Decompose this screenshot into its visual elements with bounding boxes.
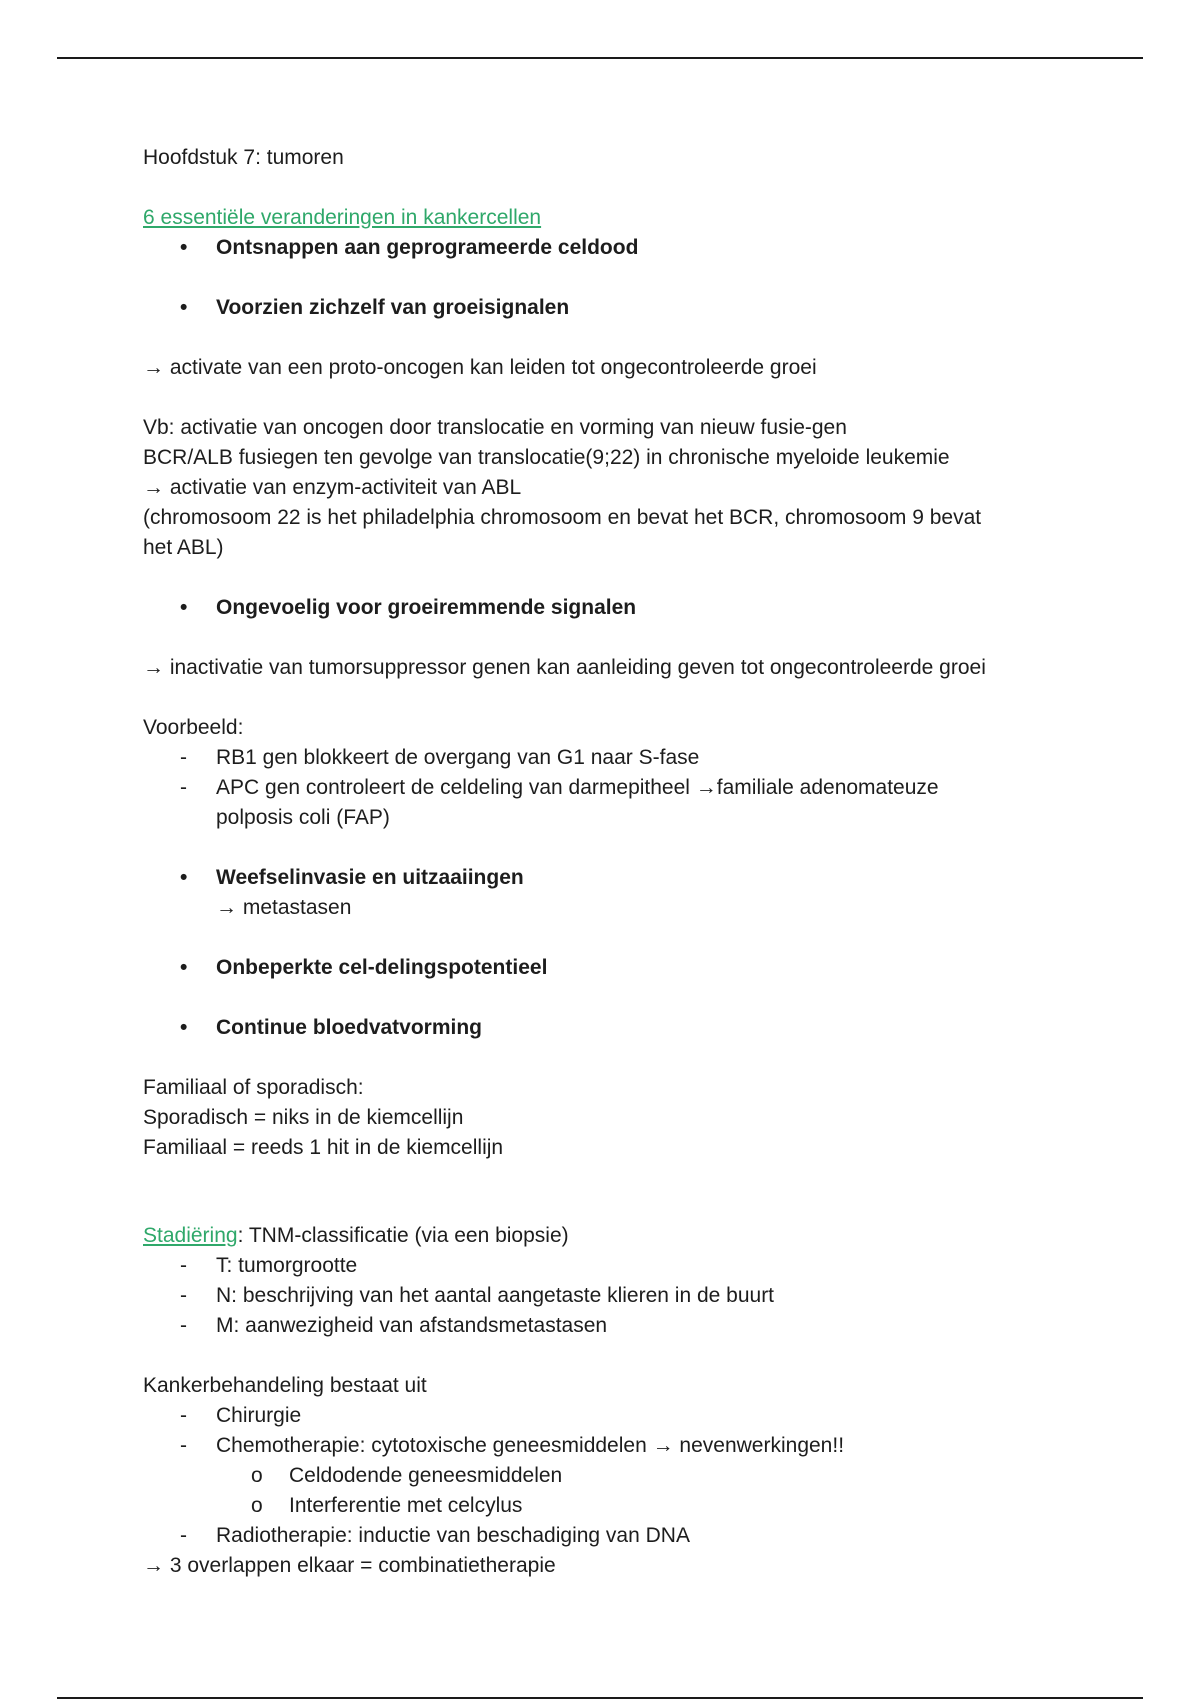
section-heading-staging: Stadiëring: TNM-classificatie (via een biopsie) bbox=[143, 1224, 569, 1247]
paragraph: Familiaal = reeds 1 hit in de kiemcellijn bbox=[143, 1136, 504, 1159]
paragraph: → 3 overlappen elkaar = combinatietherapie bbox=[143, 1554, 556, 1577]
list-item: • Onbeperkte cel-delingspotentieel bbox=[143, 953, 1143, 983]
dash-marker: - bbox=[180, 1524, 187, 1547]
paragraph: → activate van een proto-oncogen kan leiden tot ongecontroleerde groei bbox=[143, 356, 817, 379]
section-heading-changes[interactable]: 6 essentiële veranderingen in kankercellen bbox=[143, 206, 542, 229]
list-item: - RB1 gen blokkeert de overgang van G1 naar S-fase bbox=[143, 743, 1143, 773]
paragraph: Sporadisch = niks in de kiemcellijn bbox=[143, 1106, 464, 1129]
bullet-marker: • bbox=[180, 596, 188, 619]
dash-marker: - bbox=[180, 1254, 187, 1277]
dash-marker: - bbox=[180, 1314, 187, 1337]
list-item: • Voorzien zichzelf van groeisignalen bbox=[143, 293, 1143, 323]
page-title: Hoofdstuk 7: tumoren bbox=[143, 146, 344, 169]
staging-link[interactable]: Stadiëring bbox=[143, 1224, 238, 1247]
list-item: - Radiotherapie: inductie van beschadiging van DNA bbox=[143, 1521, 1143, 1551]
list-item: - APC gen controleert de celdeling van darmepitheel →familiale adenomateuze bbox=[143, 773, 1143, 803]
list-item: - N: beschrijving van het aantal aangetaste klieren in de buurt bbox=[143, 1281, 1143, 1311]
bullet-marker: • bbox=[180, 236, 188, 259]
dash-marker: - bbox=[180, 1284, 187, 1307]
paragraph: (chromosoom 22 is het philadelphia chromosoom en bevat het BCR, chromosoom 9 bevat bbox=[143, 506, 982, 529]
top-rule bbox=[57, 57, 1143, 59]
list-item-nested: o Interferentie met celcylus bbox=[143, 1491, 1143, 1521]
circle-marker: o bbox=[251, 1464, 263, 1487]
paragraph: het ABL) bbox=[143, 536, 224, 559]
bullet-marker: • bbox=[180, 956, 188, 979]
paragraph: Kankerbehandeling bestaat uit bbox=[143, 1374, 427, 1397]
document-body bbox=[143, 143, 1143, 1581]
paragraph: → activatie van enzym-activiteit van ABL bbox=[143, 476, 522, 499]
list-item-nested: o Celdodende geneesmiddelen bbox=[143, 1461, 1143, 1491]
list-item-sub: → metastasen bbox=[216, 896, 352, 919]
bullet-marker: • bbox=[180, 1016, 188, 1039]
list-item: • Ontsnappen aan geprogrameerde celdood bbox=[143, 233, 1143, 263]
bullet-marker: • bbox=[180, 296, 188, 319]
list-item: - Chirurgie bbox=[143, 1401, 1143, 1431]
paragraph: BCR/ALB fusiegen ten gevolge van translocatie(9;22) in chronische myeloide leukemie bbox=[143, 446, 950, 469]
dash-marker: - bbox=[180, 1434, 187, 1457]
list-item: - T: tumorgrootte bbox=[143, 1251, 1143, 1281]
dash-marker: - bbox=[180, 746, 187, 769]
paragraph: Vb: activatie van oncogen door translocatie en vorming van nieuw fusie-gen bbox=[143, 416, 847, 439]
paragraph: → inactivatie van tumorsuppressor genen kan aanleiding geven tot ongecontroleerde groei bbox=[143, 656, 986, 679]
bottom-rule bbox=[57, 1697, 1143, 1699]
dash-marker: - bbox=[180, 776, 187, 799]
list-item-continuation: polposis coli (FAP) bbox=[216, 806, 390, 829]
list-item: - Chemotherapie: cytotoxische geneesmiddelen → nevenwerkingen!! bbox=[143, 1431, 1143, 1461]
bullet-marker: • bbox=[180, 866, 188, 889]
list-item: • Ongevoelig voor groeiremmende signalen bbox=[143, 593, 1143, 623]
list-item: - M: aanwezigheid van afstandsmetastasen bbox=[143, 1311, 1143, 1341]
list-item: • Weefselinvasie en uitzaaiingen bbox=[143, 863, 1143, 893]
dash-marker: - bbox=[180, 1404, 187, 1427]
example-label: Voorbeeld: bbox=[143, 716, 244, 739]
list-item: • Continue bloedvatvorming bbox=[143, 1013, 1143, 1043]
paragraph: Familiaal of sporadisch: bbox=[143, 1076, 364, 1099]
circle-marker: o bbox=[251, 1494, 263, 1517]
